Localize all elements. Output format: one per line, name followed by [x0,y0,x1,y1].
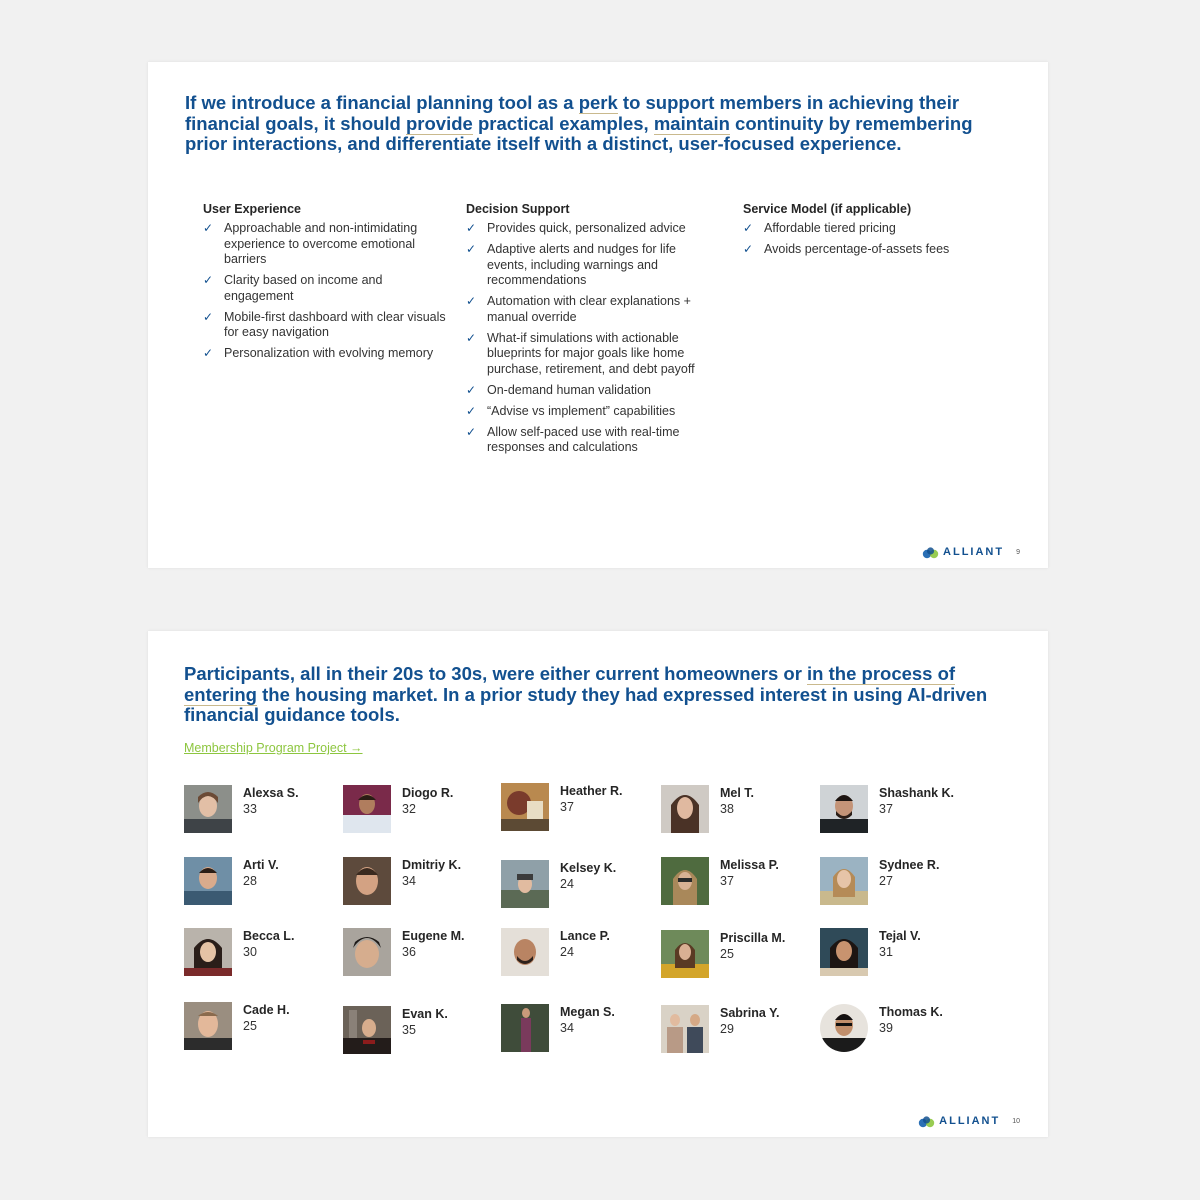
participant-photo [820,785,868,833]
participant-card [343,785,493,837]
list-item-text: Avoids percentage-of-assets fees [764,242,950,256]
participant-photo [501,860,549,908]
list-item-text: Automation with clear explanations + manual override [487,294,691,324]
participant-name: Arti V. [243,858,279,872]
participant-photo [820,1004,868,1052]
checkmark-icon: ✓ [466,424,477,439]
participant-photo [184,857,232,905]
participant-photo [343,928,391,976]
participant-card [661,785,811,837]
list-item [203,221,453,268]
checkmark-icon: ✓ [466,221,477,235]
checkmark-icon: ✓ [743,242,754,256]
participant-photo [343,785,391,833]
checkmark-icon: ✓ [743,221,754,235]
participant-age: 33 [243,802,257,816]
brand-footer [918,1115,1020,1127]
headline-text: continuity by remembering prior interactions, and differentiate itself with a distinct, user-focused experience. [185,112,973,154]
list-item [743,242,993,258]
checkmark-icon: ✓ [203,346,214,360]
participant-photo [820,857,868,905]
participant-photo [501,1004,549,1052]
column-title: Decision Support [466,202,570,216]
participant-name: Thomas K. [879,1005,943,1019]
headline-text: Participants, all in their 20s to 30s, were either current homeowners or [184,663,808,684]
list-item [203,273,453,304]
participant-age: 38 [720,802,734,816]
list-item-text: On-demand human validation [487,382,651,397]
participant-card [184,785,334,837]
participant-photo [501,928,549,976]
participant-photo [820,928,868,976]
participant-age: 37 [560,800,574,814]
participant-photo [661,857,709,905]
column-list [466,221,716,456]
participant-card [184,857,334,909]
participant-age: 24 [560,945,574,959]
headline-text: to support members in achieving their financial goals, it should [185,92,960,134]
participant-age: 29 [720,1022,734,1036]
participant-card [501,783,651,835]
participant-name: Cade H. [243,1003,290,1017]
alliant-logo-icon [918,1115,936,1127]
list-item [466,221,716,237]
headline-emphasis-maintain: maintain [653,112,730,134]
list-item [466,331,716,378]
brand-name: ALLIANT [939,1115,1001,1127]
slide-10 [148,631,1048,1137]
participant-photo [184,1002,232,1050]
participant-card [343,1006,493,1058]
list-item-text: Approachable and non-intimidating experience to overcome emotional barriers [224,221,418,266]
participant-name: Eugene M. [402,929,465,943]
participant-photo [661,785,709,833]
participant-photo [501,783,549,831]
checkmark-icon: ✓ [466,242,477,256]
checkmark-icon: ✓ [466,403,477,418]
column-list [203,221,453,362]
participant-name: Dmitriy K. [402,858,462,872]
page-number: 10 [1012,1117,1020,1125]
participant-photo [661,930,709,978]
checkmark-icon: ✓ [466,382,477,397]
participant-photo [184,928,232,976]
participant-name: Becca L. [243,929,295,943]
participant-name: Sydnee R. [879,858,940,872]
participant-photo [184,785,232,833]
brand-name: ALLIANT [943,546,1005,558]
participant-name: Mel T. [720,786,755,800]
list-item [203,346,453,362]
list-item-text: Personalization with evolving memory [224,346,434,360]
participant-age: 24 [560,877,574,891]
participant-name: Sabrina Y. [720,1006,780,1020]
participant-age: 37 [720,874,734,888]
list-item [203,310,453,341]
participant-card [820,857,970,909]
list-item-text: Adaptive alerts and nudges for life events, including warnings and recommendations [487,242,677,287]
headline-text: If we introduce a financial planning tool as a [185,92,579,113]
participant-name: Priscilla M. [720,931,786,945]
list-item [466,294,716,325]
list-item [466,425,716,456]
list-item-text: Mobile-first dashboard with clear visuals for easy navigation [224,309,446,339]
list-item [743,221,993,237]
list-item-text: Provides quick, personalized advice [487,221,686,235]
participant-age: 39 [879,1021,893,1035]
slide-10-headline [184,664,1024,726]
column-service-model [743,202,993,263]
list-item [466,242,716,289]
participant-name: Tejal V. [879,929,921,943]
checkmark-icon: ✓ [466,330,477,345]
checkmark-icon: ✓ [466,294,477,308]
participant-name: Alexsa S. [243,786,299,800]
page-number: 9 [1016,548,1020,556]
headline-emphasis-provide: provide [406,112,473,134]
participant-card [343,928,493,980]
participant-age: 32 [402,802,416,816]
participant-card [820,785,970,837]
participant-age: 34 [560,1021,574,1035]
participant-card [501,928,651,980]
participant-card [661,930,811,982]
list-item [466,404,716,420]
list-item-text: Clarity based on income and engagement [224,273,383,303]
headline-emphasis: in the process of entering [184,663,956,705]
participant-name: Evan K. [402,1007,448,1021]
participant-name: Kelsey K. [560,861,617,875]
column-list [743,221,993,258]
participant-age: 34 [402,874,416,888]
brand-footer [922,546,1020,558]
column-title: Service Model (if applicable) [743,202,912,216]
participant-card [820,1004,970,1056]
participant-name: Shashank K. [879,786,955,800]
participant-age: 25 [243,1019,257,1033]
column-decision-support [466,202,716,461]
participant-age: 36 [402,945,416,959]
list-item [466,383,716,399]
participant-card [343,857,493,909]
participant-age: 37 [879,802,893,816]
checkmark-icon: ✓ [203,309,214,324]
participant-name: Lance P. [560,929,610,943]
membership-program-link[interactable]: Membership Program Project → [184,741,363,755]
participant-photo [343,1006,391,1054]
participant-card [501,860,651,912]
participant-card [184,1002,334,1054]
alliant-logo-icon [922,546,940,558]
list-item-text: Allow self-paced use with real-time responses and calculations [487,424,680,454]
headline-emphasis-perk: perk [578,92,618,113]
participant-age: 35 [402,1023,416,1037]
participant-card [184,928,334,980]
checkmark-icon: ✓ [203,273,214,287]
headline-text: practical examples, [472,112,654,134]
participant-age: 27 [879,874,893,888]
participant-age: 28 [243,874,257,888]
list-item-text: What-if simulations with actionable blueprints for major goals like home purchase, retirement, and debt payoff [487,330,695,376]
participant-name: Megan S. [560,1005,615,1019]
list-item-text: “Advise vs implement” capabilities [487,403,676,418]
list-item-text: Affordable tiered pricing [764,221,896,235]
slide-9-headline [185,93,1005,155]
participant-card [661,1005,811,1057]
headline-text: the housing market. In a prior study they had expressed interest in using AI-driven financial guidance tools. [184,683,988,725]
participant-name: Diogo R. [402,786,454,800]
participant-card [661,857,811,909]
participant-name: Melissa P. [720,858,779,872]
participant-photo [343,857,391,905]
participant-card [501,1004,651,1056]
participant-photo [661,1005,709,1053]
participant-age: 25 [720,947,734,961]
column-user-experience [203,202,453,367]
participant-age: 30 [243,945,257,959]
participant-age: 31 [879,945,893,959]
participant-card [820,928,970,980]
checkmark-icon: ✓ [203,221,214,235]
participant-name: Heather R. [560,784,623,798]
column-title: User Experience [203,202,301,216]
slide-9 [148,62,1048,568]
